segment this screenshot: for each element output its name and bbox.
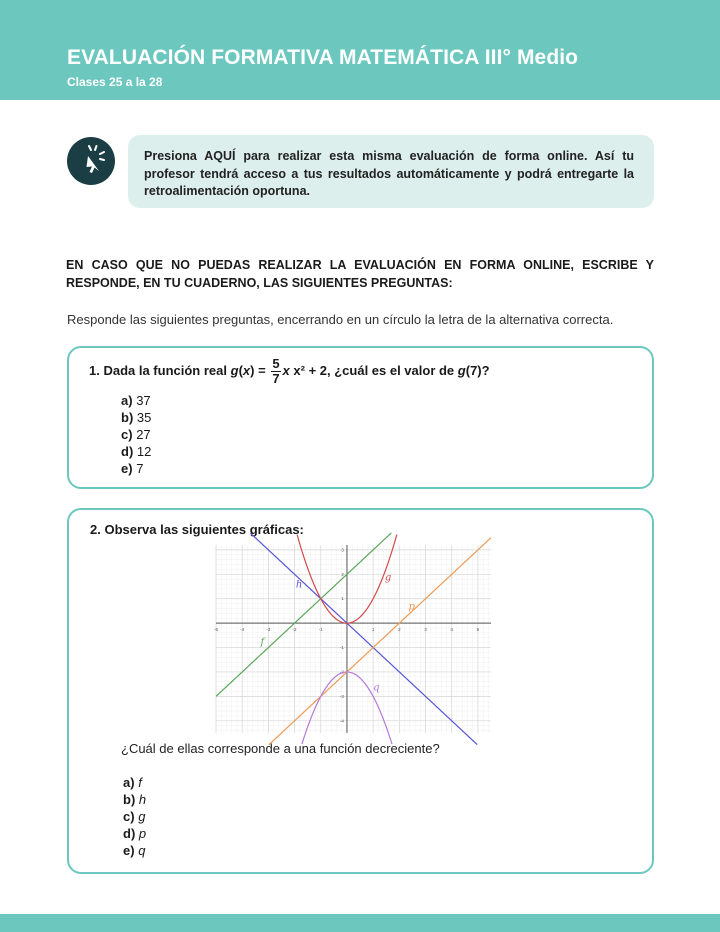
x-tick-label: -1 — [318, 627, 323, 633]
fraction: $\frac{5}{7}$ — [272, 356, 280, 386]
x-tick-label: -4 — [240, 627, 245, 633]
question-1-label: 1. Dada la función real g(x) = $\frac{5}{7}$ x x² + 2, ¿cuál es el valor de g(7)? — [89, 356, 490, 386]
y-tick-label: -3 — [339, 693, 344, 699]
series-label-p: p — [408, 601, 415, 613]
x-tick-label: 2 — [398, 627, 401, 633]
series-label-q: q — [373, 682, 380, 694]
graph-background — [213, 545, 491, 733]
option-d[interactable]: d) 12 — [121, 444, 152, 459]
offline-warning: EN CASO QUE NO PUEDAS REALIZAR LA EVALUACIÓN EN FORMA ONLINE, ESCRIBE Y RESPONDE, EN TU CUADERNO, LAS SIGUIENTES PREGUNTAS: — [66, 258, 654, 290]
y-tick-label: 1 — [341, 596, 344, 602]
option-a[interactable]: a) 37 — [121, 393, 151, 408]
x-tick-label: 5 — [476, 627, 480, 633]
option-e[interactable]: e) 7 — [121, 461, 144, 476]
cursor-click-icon[interactable] — [67, 137, 115, 185]
question-1-box — [67, 346, 654, 489]
x-tick-label: 1 — [371, 627, 375, 633]
question-1-options — [121, 392, 151, 477]
x-tick-label: -5 — [213, 627, 219, 633]
page-title: EVALUACIÓN FORMATIVA MATEMÁTICA III° Medio — [67, 46, 579, 69]
x-tick-label: 3 — [424, 627, 427, 633]
online-notice[interactable] — [128, 135, 654, 208]
option-c[interactable]: c) g — [123, 809, 146, 824]
y-tick-label: -4 — [339, 718, 344, 724]
header-bar — [0, 0, 720, 100]
footer-bar — [0, 914, 720, 932]
page-subtitle: Clases 25 a la 28 — [67, 75, 163, 89]
series-label-h: h — [295, 579, 303, 591]
question-2-label: 2. Observa las siguientes gráficas: — [90, 522, 304, 537]
question-2-options — [123, 774, 146, 859]
x-tick-label: -2 — [292, 627, 297, 633]
option-d[interactable]: d) p — [123, 826, 147, 841]
instruction-text: Responde las siguientes preguntas, encerrando en un círculo la letra de la alternativa correcta. — [67, 312, 614, 327]
series-label-f: f — [260, 637, 265, 649]
function-graph — [213, 545, 491, 733]
y-tick-label: -2 — [339, 669, 344, 675]
question-2-prompt: ¿Cuál de ellas corresponde a una función decreciente? — [121, 741, 440, 756]
option-b[interactable]: b) 35 — [121, 410, 152, 425]
option-a[interactable]: a) f — [123, 775, 142, 790]
series-label-g: g — [384, 572, 392, 584]
x-tick-label: -3 — [266, 627, 271, 633]
option-e[interactable]: e) q — [123, 843, 146, 858]
online-notice-text[interactable]: Presiona AQUÍ para realizar esta misma evaluación de forma online. Así tu profesor tendrá acceso a tus resultados automáticamente y podrá entregarte la retroalimentación oportuna. — [144, 149, 634, 198]
option-b[interactable]: b) h — [123, 792, 147, 807]
y-tick-label: 3 — [341, 547, 344, 553]
y-tick-label: -1 — [339, 645, 344, 651]
x-tick-label: 4 — [450, 627, 453, 633]
y-tick-label: 2 — [341, 571, 344, 577]
option-c[interactable]: c) 27 — [121, 427, 151, 442]
